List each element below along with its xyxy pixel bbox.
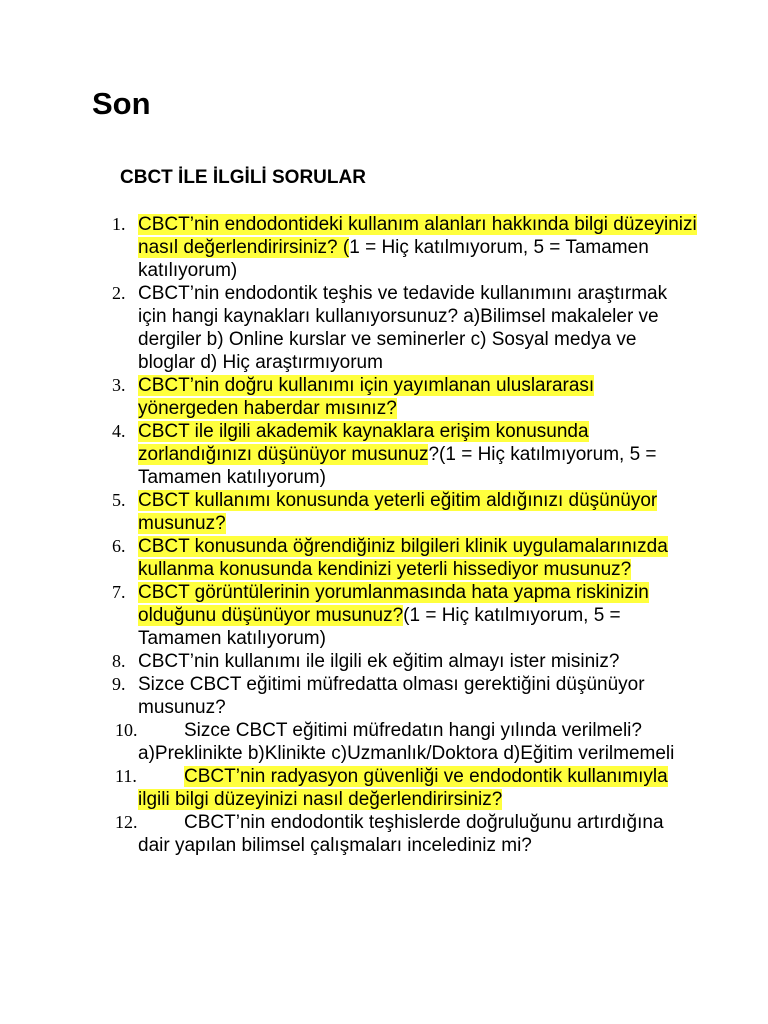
question-item-6 (0, 535, 698, 581)
question-text (138, 535, 698, 581)
highlighted-text: CBCT’nin doğru kullanımı için yayımlanan uluslararası yönergeden haberdar mısınız? (138, 375, 595, 419)
highlighted-text: CBCT konusunda öğrendiğiniz bilgileri klinik uygulamalarınızda kullanma konusunda kendinizi yeterli hissediyor musunuz? (138, 536, 668, 580)
highlighted-text: CBCT kullanımı konusunda yeterli eğitim aldığınızı düşünüyor musunuz? (138, 490, 658, 534)
question-item-3 (0, 374, 698, 420)
plain-text: Sizce CBCT eğitimi müfredatta olması gerektiğini düşünüyor musunuz? (138, 674, 645, 718)
question-text (138, 673, 698, 719)
question-text (138, 581, 698, 650)
question-item-8 (0, 650, 698, 673)
question-text (138, 213, 698, 282)
question-item-2 (0, 282, 698, 374)
question-number: 10. (115, 720, 138, 740)
question-number: 4. (112, 421, 126, 441)
question-number: 6. (112, 536, 126, 556)
highlighted-text: CBCT görüntülerinin yorumlanmasında hata yapma riskinizin olduğunu düşünüyor musunuz? (138, 582, 649, 626)
question-number: 8. (112, 651, 126, 671)
question-number: 1. (112, 214, 126, 234)
question-text (138, 811, 698, 857)
question-text (138, 420, 698, 489)
question-text (138, 650, 698, 673)
question-number: 9. (112, 674, 126, 694)
question-text (138, 765, 698, 811)
section-heading: CBCT İLE İLGİLİ SORULAR (120, 167, 366, 188)
highlighted-text: CBCT ile ilgili akademik kaynaklara erişim konusunda zorlandığınızı düşünüyor musunuz (138, 421, 589, 465)
question-text (138, 489, 698, 535)
plain-text: Sizce CBCT eğitimi müfredatın hangi yılında verilmeli? a)Preklinikte b)Klinikte c)Uzmanlık/Doktora d)Eğitim verilmemeli (138, 720, 675, 764)
plain-text: ?(1 = Hiç katılmıyorum, 5 = Tamamen katılıyorum) (138, 444, 657, 488)
plain-text: CBCT’nin kullanımı ile ilgili ek eğitim almayı ister misiniz? (138, 651, 620, 672)
highlighted-text: CBCT’nin radyasyon güvenliği ve endodontik kullanımıyla ilgili bilgi düzeyinizi nasıl değerlendirirsiniz? (138, 766, 668, 810)
plain-text: CBCT’nin endodontik teşhislerde doğruluğunu artırdığına dair yapılan bilimsel çalışmaları incelediniz mi? (138, 812, 664, 856)
question-number: 12. (115, 812, 138, 832)
question-number: 2. (112, 283, 126, 303)
question-item-10 (0, 719, 698, 765)
question-item-9 (0, 673, 698, 719)
question-item-7 (0, 581, 698, 650)
question-number: 11. (115, 766, 137, 786)
question-text (138, 719, 698, 765)
question-number: 5. (112, 490, 126, 510)
question-item-1 (0, 213, 698, 282)
question-list (0, 213, 768, 857)
plain-text: CBCT’nin endodontik teşhis ve tedavide kullanımını araştırmak için hangi kaynakları kullanıyorsunuz? a)Bilimsel makaleler ve dergiler b) Online kurslar ve seminerler c) Sosyal medya ve bloglar d) Hiç araştırmıyorum (138, 283, 668, 373)
plain-text: 1 = Hiç katılmıyorum, 5 = Tamamen katılıyorum) (138, 237, 649, 281)
question-text (138, 374, 698, 420)
highlighted-text: CBCT’nin endodontideki kullanım alanları hakkında bilgi düzeyinizi nasıl değerlendirirsiniz? ( (138, 214, 697, 258)
question-text (138, 282, 698, 374)
question-item-12 (0, 811, 698, 857)
question-item-4 (0, 420, 698, 489)
question-item-11 (0, 765, 698, 811)
question-item-5 (0, 489, 698, 535)
document-title: Son (92, 86, 151, 121)
question-number: 7. (112, 582, 126, 602)
question-number: 3. (112, 375, 126, 395)
plain-text: (1 = Hiç katılmıyorum, 5 = Tamamen katılıyorum) (138, 605, 621, 649)
